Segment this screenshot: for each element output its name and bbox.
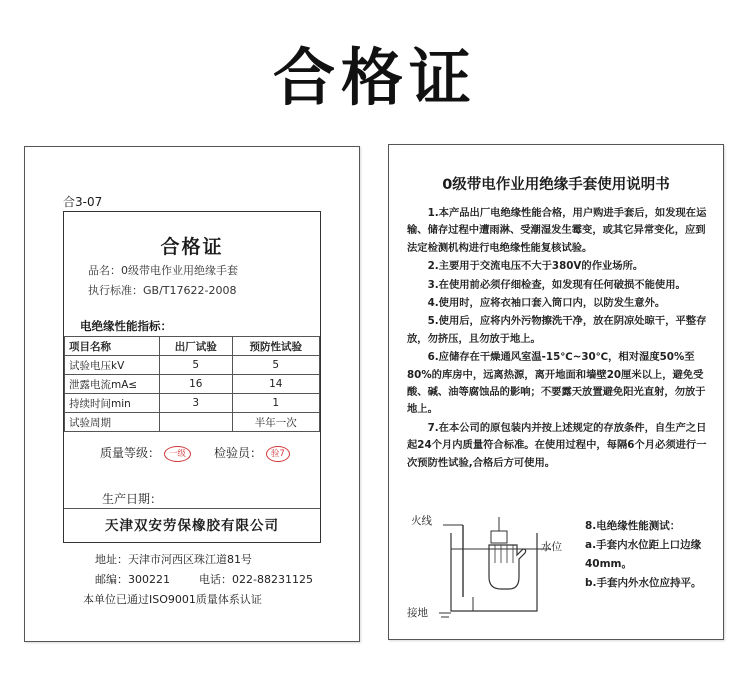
certificate-card [24,146,360,642]
production-date: 生产日期： [102,492,163,506]
test-item-b: b.手套内外水位应持平。 [585,577,702,589]
table-cell: 16 [160,375,233,394]
section-label: 电绝缘性能指标： [80,319,172,333]
grade-stamp: 一级 [164,446,191,462]
quality-grade [100,444,191,462]
form-number: 合3-07 [63,195,103,209]
page-title: 合格证 [272,41,477,114]
grade-label: 质量等级： [100,446,161,460]
iso-note: 本单位已通过ISO9001质量体系认证 [83,593,262,606]
product-name: 品名：0级带电作业用绝缘手套 [88,264,238,277]
inspector-stamp: 验7 [266,446,290,462]
table-header: 出厂试验 [160,337,233,356]
test-title: 8.电绝缘性能测试： [585,520,681,532]
manual-title: 0级带电作业用绝缘手套使用说明书 [442,177,670,193]
manual-item: 7.在本公司的原包装内并按上述规定的存放条件，自生产之日起24个月内质量符合标准。在使用过程中，每隔6个月必须进行一次预防性试验,合格后方可使用。 [407,421,707,469]
inspector-label: 检验员： [214,446,263,460]
glove-cuff [491,531,507,543]
manual-item: 2.主要用于交流电压不大于380V的作业场所。 [427,260,644,273]
ground-label: 接地 [407,607,428,619]
manual-body [407,205,707,473]
table-row [65,413,320,432]
table-cell: 5 [232,356,319,375]
divider [64,508,320,509]
company-name: 天津双安劳保橡胶有限公司 [105,518,279,534]
table-cell: 泄露电流mA≤ [65,375,160,394]
table-header: 预防性试验 [232,337,319,356]
phone: 电话：022-88231125 [199,573,313,586]
manual-item: 6.应储存在干燥通风室温-15℃~30℃，相对湿度50%至80%的库房中，远离热源，离开地面和墙壁20厘米以上，避免受酸、碱、油等腐蚀品的影响；不要露天放置避免阳光直射，勿放于地上。 [407,351,706,416]
table-cell: 试验周期 [65,413,160,432]
certificate-box [63,211,321,543]
table-cell [160,413,233,432]
table-cell: 试验电压kV [65,356,160,375]
manual-item: 1.本产品出厂电绝缘性能合格，用户购进手套后，如发现在运输、储存过程中遭雨淋、受潮湿发生霉变，或其它异常变化，应到法定检测机构进行电绝缘性能复核试验。 [407,207,707,254]
manual-item: 4.使用时，应将衣袖口套入筒口内，以防发生意外。 [427,297,666,310]
water-level-label: 水位 [541,541,562,553]
table-header: 项目名称 [65,337,160,356]
manual-card [388,144,724,640]
table-cell: 3 [160,394,233,413]
standard: 执行标准：GB/T17622-2008 [88,284,237,297]
manual-item: 5.使用后，应将内外污物擦洗干净，放在阴凉处晾干，平整存放，勿挤压，且勿放于地上。 [407,315,707,345]
spec-table [64,336,320,432]
live-wire-label: 火线 [411,515,432,527]
contact-line [95,571,313,587]
address: 地址：天津市河西区珠江道81号 [95,553,252,566]
table-cell: 14 [232,375,319,394]
table-row [65,394,320,413]
certificate-title: 合格证 [160,236,224,258]
table-header-row [65,337,320,356]
test-item-a: a.手套内水位距上口边缘40mm。 [585,539,702,570]
table-cell: 半年一次 [232,413,319,432]
table-row [65,356,320,375]
table-cell: 持续时间min [65,394,160,413]
manual-item: 3.在使用前必须仔细检查，如发现有任何破损不能使用。 [427,278,686,291]
table-cell: 5 [160,356,233,375]
table-row [65,375,320,394]
insulation-test [585,517,715,593]
table-cell: 1 [232,394,319,413]
postcode: 邮编：300221 [95,573,170,586]
inspector [214,444,290,462]
test-diagram [403,511,573,621]
